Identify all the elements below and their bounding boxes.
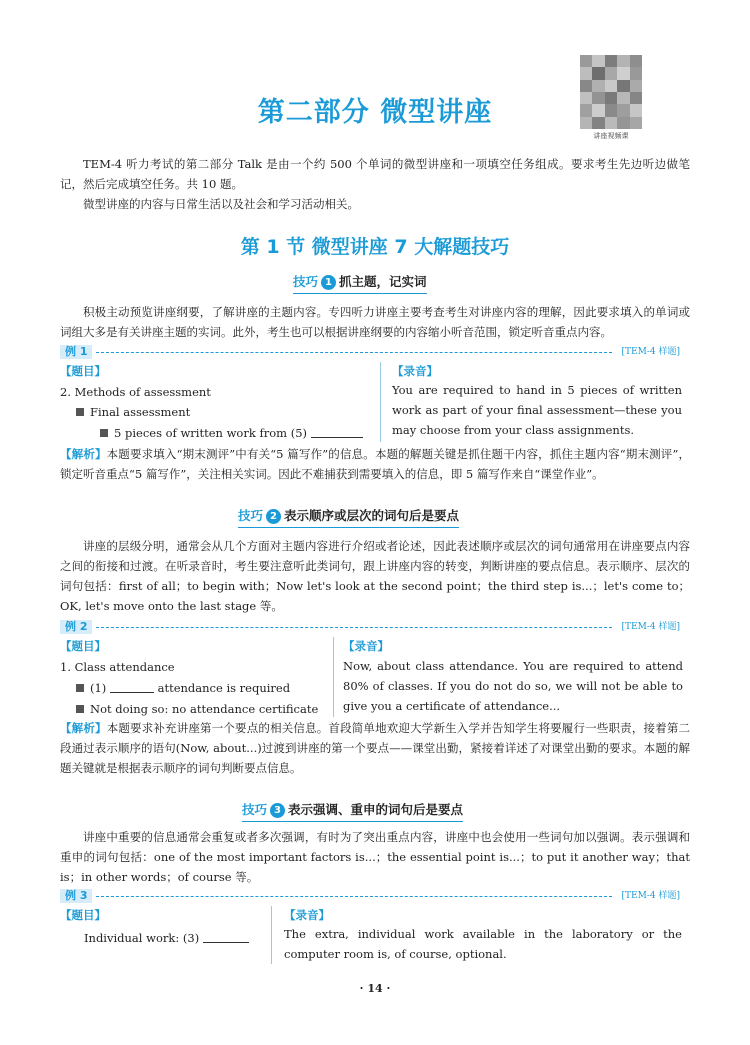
skill-number-badge: 3 (270, 803, 285, 818)
column-divider (333, 637, 334, 717)
skill-title: 抓主题，记实词 (339, 274, 427, 289)
section-title: 第 1 节 微型讲座 7 大解题技巧 (240, 236, 510, 258)
square-bullet-icon (76, 705, 84, 713)
answer-blank[interactable] (311, 427, 363, 438)
qr-code[interactable] (580, 55, 642, 140)
skill-title: 表示强调、重申的词句后是要点 (288, 802, 464, 817)
dashed-divider (96, 896, 612, 897)
square-bullet-icon (76, 684, 84, 692)
dashed-divider (96, 627, 612, 628)
question-line: Final assessment (76, 402, 190, 422)
example-bar (60, 345, 680, 359)
example-source-tag: [TEM-4 样题] (621, 622, 680, 632)
question-line: 5 pieces of written work from (5) (100, 423, 363, 443)
example-source-tag: [TEM-4 样题] (621, 891, 680, 901)
question-line: Individual work: (3) (84, 928, 249, 948)
square-bullet-icon (76, 408, 84, 416)
skill-description: 积极主动预览讲座纲要，了解讲座的主题内容。专四听力讲座主要考查考生对讲座内容的理解，因此要求填入的单词或词组大多是有关讲座主题的实词。此外，考生也可以根据讲座纲要的内容缩小听音范围，锁定听音重点内容。 (60, 305, 690, 339)
skill-word: 技巧 (242, 802, 268, 817)
example-bar (60, 620, 680, 634)
skill-title: 表示顺序或层次的词句后是要点 (284, 508, 460, 523)
analysis-text: 【解析】本题要求补充讲座第一个要点的相关信息。首段简单地欢迎大学新生入学并告知学生将要履行一些职责，接着第二段通过表示顺序的语句(Now, about...)过渡到讲座的第一个要点——课堂出勤，紧接着详述了对课堂出勤的要求。本题的解题关键就是根据表示顺序的词句判断要点信息。 (60, 721, 691, 775)
column-divider (380, 362, 381, 442)
answer-blank[interactable] (203, 932, 249, 943)
dashed-divider (96, 352, 612, 353)
question-heading: 【题目】 (60, 364, 106, 378)
intro-paragraph: 微型讲座的内容与日常生活以及社会和学习活动相关。 (83, 197, 359, 211)
skill-number-badge: 1 (321, 275, 336, 290)
recording-text: Now, about class attendance. You are required to attend 80% of classes. If you do not do so, we will not be able to give you a certificate of attendance... (343, 659, 683, 713)
intro-paragraph: TEM-4 听力考试的第二部分 Talk 是由一个约 500 个单词的微型讲座和一项填空任务组成。要求考生先边听边做笔记，然后完成填空任务。共 10 题。 (60, 157, 690, 191)
question-line: 1. Class attendance (60, 660, 175, 674)
qr-code-image (580, 55, 642, 129)
question-heading: 【题目】 (60, 639, 106, 653)
answer-blank[interactable] (110, 682, 154, 693)
example-bar (60, 889, 680, 903)
recording-heading: 【录音】 (392, 364, 438, 378)
square-bullet-icon (100, 429, 108, 437)
qr-caption: 讲座视频课 (593, 132, 629, 140)
skill-heading-2 (238, 506, 459, 528)
question-heading: 【题目】 (60, 908, 106, 922)
page-title: 第二部分 微型讲座 (257, 97, 493, 128)
skill-heading-3 (242, 800, 463, 822)
page-number: · 14 · (359, 982, 391, 995)
example-label: 例 1 (60, 345, 92, 359)
example-source-tag: [TEM-4 样题] (621, 347, 680, 357)
column-divider (271, 906, 272, 964)
example-label: 例 3 (60, 889, 92, 903)
skill-heading-1 (293, 272, 427, 294)
skill-number-badge: 2 (266, 509, 281, 524)
question-line: Not doing so: no attendance certificate (76, 699, 318, 719)
question-line: 2. Methods of assessment (60, 385, 211, 399)
skill-description: 讲座的层级分明，通常会从几个方面对主题内容进行介绍或者论述，因此表述顺序或层次的词句通常用在讲座要点内容之间的衔接和过渡。在听录音时，考生要注意听此类词句，跟上讲座内容的转变，判断讲座的要点信息。表示顺序、层次的词句包括：first of all；to begin with；Now let's look at the second point；the third step is...；let's come to；OK, let's move onto the last stage 等。 (60, 539, 690, 613)
intro (60, 154, 690, 214)
recording-heading: 【录音】 (284, 908, 330, 922)
recording-text: You are required to hand in 5 pieces of written work as part of your final assessment—these you may choose from your class assignments. (392, 383, 682, 437)
recording-heading: 【录音】 (343, 639, 389, 653)
skill-word: 技巧 (238, 508, 264, 523)
skill-word: 技巧 (293, 274, 319, 289)
question-line: (1) attendance is required (76, 678, 290, 698)
analysis-text: 【解析】本题要求填入“期末测评”中有关“5 篇写作”的信息。本题的解题关键是抓住题干内容，抓住主题内容“期末测评”，锁定听音重点“5 篇写作”，关注相关实词。因此不难捕获到需要填入的信息，即 5 篇写作来自“课堂作业”。 (60, 447, 690, 481)
recording-text: The extra, individual work available in the laboratory or the computer room is, of course, optional. (284, 927, 682, 961)
example-label: 例 2 (60, 620, 92, 634)
skill-description: 讲座中重要的信息通常会重复或者多次强调，有时为了突出重点内容，讲座中也会使用一些词句加以强调。表示强调和重申的词句包括：one of the most important factors is...；the essential point is...；to put it another way；that is；in other words；of course 等。 (60, 830, 690, 884)
